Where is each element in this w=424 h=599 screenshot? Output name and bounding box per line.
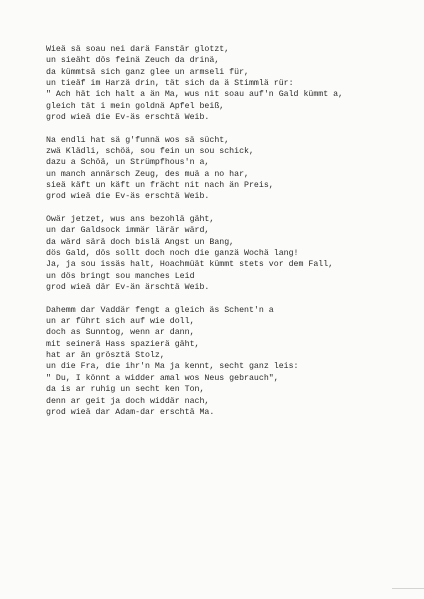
stanza-3	[46, 214, 416, 293]
poem-line: Wieä sä soau nei darä Fanstär glotzt,	[46, 45, 230, 54]
poem-line: un tieäf im Harzä drin, tät sich da ä Stimmlä rür:	[46, 79, 294, 89]
stanza-2	[46, 135, 416, 203]
poem-line: zwä Klädli, schöä, sou fein un sou schick,	[46, 147, 254, 157]
poem-line: gleich tät i mein goldnä Apfel beiß,	[46, 101, 225, 111]
poem-line: sieä käft un käft un frächt nit nach än Preis,	[46, 181, 274, 191]
poem-line: un dar Galdsock immär lärär wärd,	[46, 226, 210, 236]
poem-line: grod wieä die Ev-äs erschtä Weib.	[46, 192, 210, 202]
poem-line: grod wieä die Ev-äs erschtä Weib.	[46, 113, 210, 123]
stanza-4	[46, 305, 416, 418]
poem-line: dös Gald, dös sollt doch noch die ganzä Wochä lang!	[46, 249, 299, 259]
poem-line: Ja, ja sou issäs halt, Hoachmüät kümmt stets vor dem Fall,	[46, 260, 334, 270]
poem-line: un manch annärsch Zeug, des muä a no har,	[46, 169, 249, 179]
poem-line: da is ar ruhig un secht ken Ton,	[46, 385, 205, 395]
poem-line: Dahemm dar Vaddär fengt a gleich äs Schent'n a	[46, 305, 274, 315]
poem-body	[46, 44, 416, 430]
poem-line: doch as Sunntog, wenn ar dann,	[46, 328, 195, 338]
poem-line: mit seinerä Hass spazierä gäht,	[46, 339, 200, 349]
poem-line: Owär jetzet, wus ans bezohlä gäht,	[46, 215, 215, 225]
poem-line: " Du, I könnt a widder amal wos Neus gebrauch",	[46, 373, 279, 383]
scan-edge-mark	[392, 588, 424, 589]
poem-line: hat ar än grösztä Stolz,	[46, 351, 165, 361]
poem-line: un ar führt sich auf wie doll,	[46, 317, 195, 327]
poem-line: un die Fra, die ihr'n Ma ja kennt, secht ganz leis:	[46, 362, 299, 372]
poem-line: grod wieä där Ev-än ärschtä Weib.	[46, 283, 210, 293]
poem-line: un sieäht dös feinä Zeuch da drinä,	[46, 56, 220, 66]
poem-line: da wärd särä doch bislä Angst un Bang,	[46, 237, 235, 247]
poem-line: denn ar geit ja doch widdär nach,	[46, 396, 210, 406]
poem-line: grod wieä dar Adam-dar erschtä Ma.	[46, 407, 215, 417]
stanza-1	[46, 44, 416, 123]
poem-line: Na endli hat sä g'funnä wos sä sücht,	[46, 135, 230, 145]
poem-line: " Ach hät ich halt a än Ma, wus nit soau auf'n Gald kümmt a,	[46, 90, 344, 100]
poem-line: un dös bringt sou manches Leid	[46, 271, 195, 281]
poem-line: da kümmtsä sich ganz glee un armseli für,	[46, 67, 249, 77]
poem-line: dazu a Schöä, un Strümpfhous'n a,	[46, 158, 210, 168]
